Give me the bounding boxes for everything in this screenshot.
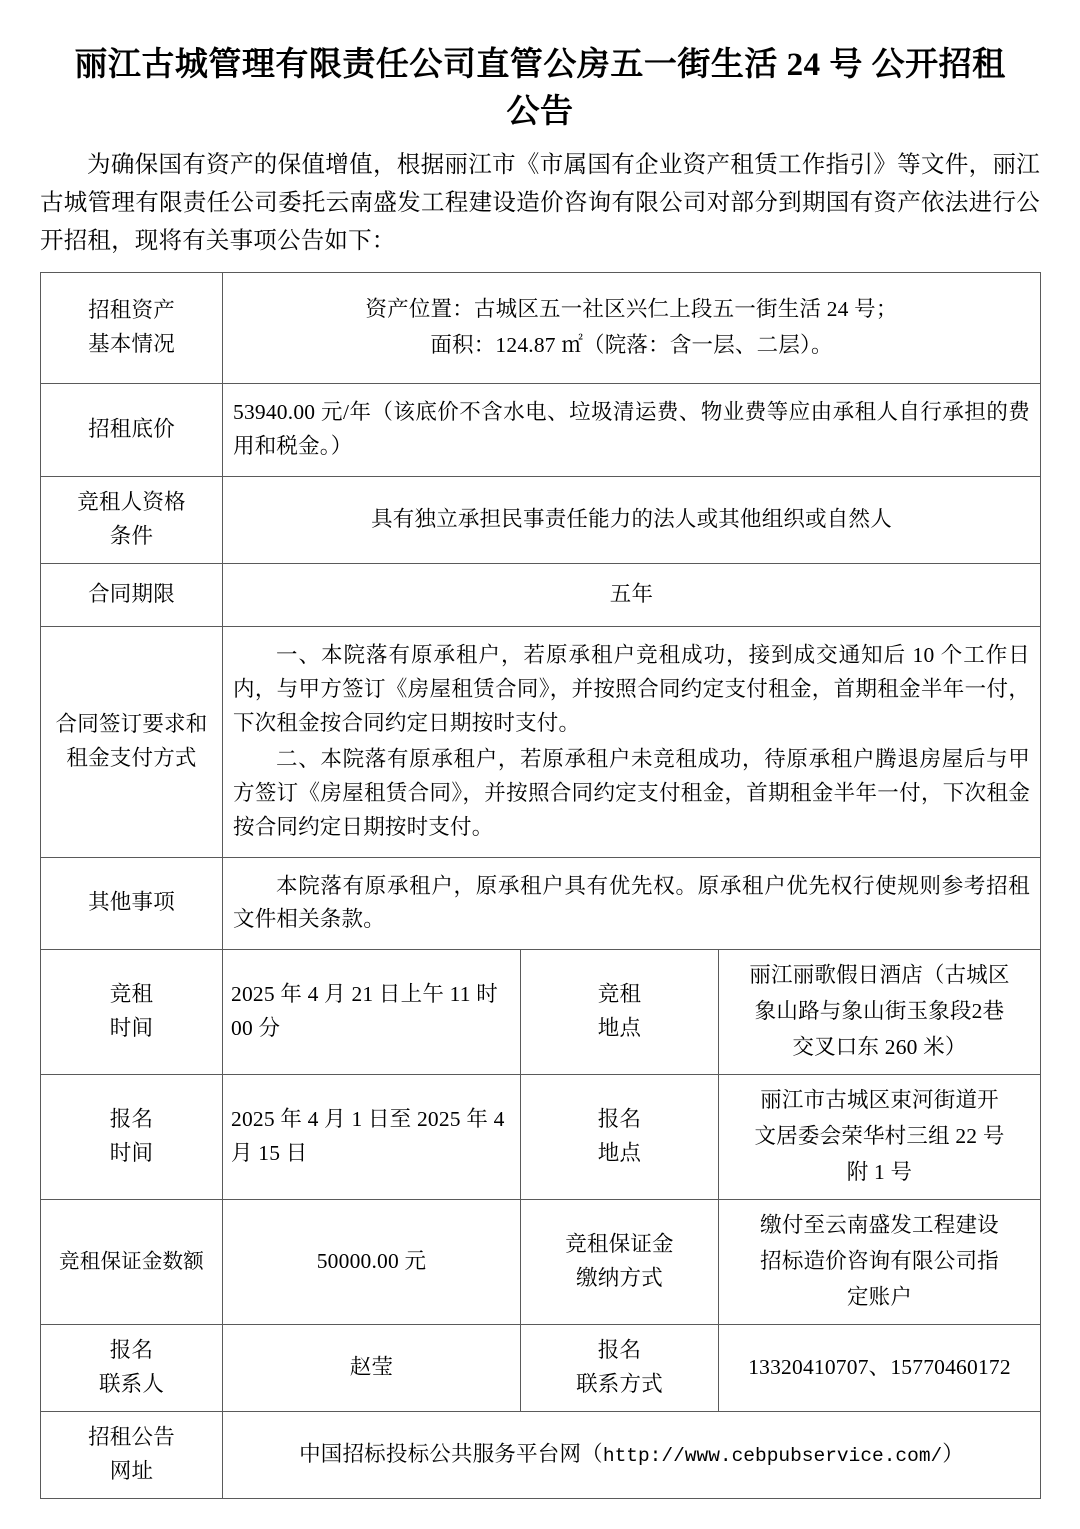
register-place-line-2: 文居委会荣华村三组 22 号 <box>754 1124 1005 1149</box>
label-line-2: 网址 <box>109 1459 154 1484</box>
row-label-other-matters: 其他事项 <box>41 857 223 950</box>
table-row-other-matters <box>41 857 1041 950</box>
page-title-line1: 丽江古城管理有限责任公司直管公房五一街生活 24 号 <box>74 47 863 83</box>
row-value-contract-term: 五年 <box>223 563 1041 626</box>
label-line-2: 地点 <box>597 1016 642 1041</box>
page-title-line2: 公开招租公告 <box>506 47 1006 130</box>
bid-place-line-2: 象山路与象山街玉象段2巷 <box>754 999 1005 1024</box>
row-value-contact-method: 13320410707、15770460172 <box>719 1325 1041 1412</box>
row-value-asset-info <box>223 272 1041 383</box>
table-row-qualification <box>41 476 1041 563</box>
row-label-deposit-method <box>521 1200 719 1325</box>
row-value-deposit-method <box>719 1200 1041 1325</box>
row-label-deposit-amount: 竞租保证金数额 <box>41 1200 223 1325</box>
label-line-1: 合同签订要求和 <box>55 711 208 736</box>
table-row-asset-info <box>41 272 1041 383</box>
row-label-bid-time <box>41 950 223 1075</box>
row-label-asset-info <box>41 272 223 383</box>
register-place-line-3: 附 1 号 <box>846 1160 913 1185</box>
label-line-2: 条件 <box>109 523 154 548</box>
label-line-2: 联系方式 <box>576 1372 663 1397</box>
row-label-bid-place <box>521 950 719 1075</box>
row-label-contract-term: 合同期限 <box>41 563 223 626</box>
label-line-2: 时间 <box>109 1141 154 1166</box>
deposit-method-line-3: 定账户 <box>846 1285 913 1310</box>
row-label-announcement-url <box>41 1412 223 1499</box>
row-value-base-price: 53940.00 元/年（该底价不含水电、垃圾清运费、物业费等应由承租人自行承担的费用和税金。） <box>223 383 1041 476</box>
label-line-2: 联系人 <box>98 1372 165 1397</box>
row-value-register-place <box>719 1075 1041 1200</box>
deposit-method-line-2: 招标造价咨询有限公司指 <box>760 1249 999 1274</box>
deposit-method-line-1: 缴付至云南盛发工程建设 <box>760 1213 999 1238</box>
label-line-1: 报名 <box>109 1107 154 1132</box>
page-title <box>58 42 1022 136</box>
url-suffix-text: ） <box>942 1442 964 1467</box>
table-row-contact <box>41 1325 1041 1412</box>
announcement-table <box>40 272 1041 1499</box>
row-label-base-price: 招租底价 <box>41 383 223 476</box>
table-row-deposit <box>41 1200 1041 1325</box>
row-value-register-time: 2025 年 4 月 1 日至 2025 年 4 月 15 日 <box>223 1075 521 1200</box>
label-line-2: 租金支付方式 <box>66 745 197 770</box>
label-line-2: 时间 <box>109 1016 154 1041</box>
row-label-signing-requirements <box>41 626 223 857</box>
bid-place-line-3: 交叉口东 260 米） <box>792 1035 967 1060</box>
row-value-contact-person: 赵莹 <box>223 1325 521 1412</box>
label-line-1: 招租资产 <box>88 297 175 322</box>
label-line-2: 地点 <box>597 1141 642 1166</box>
row-value-qualification: 具有独立承担民事责任能力的法人或其他组织或自然人 <box>223 476 1041 563</box>
row-value-other-matters: 本院落有原承租户，原承租户具有优先权。原承租户优先权行使规则参考招租文件相关条款。 <box>223 857 1041 950</box>
row-value-bid-time: 2025 年 4 月 21 日上午 11 时 00 分 <box>223 950 521 1075</box>
row-value-signing-requirements <box>223 626 1041 857</box>
table-row-base-price <box>41 383 1041 476</box>
table-row-register-time-place <box>41 1075 1041 1200</box>
signing-paragraph-2: 二、本院落有原承租户，若原承租户未竞租成功，待原承租户腾退房屋后与甲方签订《房屋租赁合同》，并按照合同约定支付租金，首期租金半年一付，下次租金按合同约定日期按时支付。 <box>233 746 1031 839</box>
signing-paragraph-1: 一、本院落有原承租户，若原承租户竞租成功，接到成交通知后 10 个工作日内，与甲方签订《房屋租赁合同》，并按照合同约定支付租金，首期租金半年一付，下次租金按合同约定日期按时支付。 <box>233 642 1031 735</box>
row-label-register-place <box>521 1075 719 1200</box>
label-line-1: 竞租 <box>109 982 154 1007</box>
asset-area: 面积：124.87 ㎡（院落：含一层、二层）。 <box>430 332 833 357</box>
row-value-deposit-amount: 50000.00 元 <box>223 1200 521 1325</box>
table-row-signing-requirements <box>41 626 1041 857</box>
label-line-2: 缴纳方式 <box>576 1266 663 1291</box>
announcement-url-link[interactable]: http://www.cebpubservice.com/ <box>602 1445 943 1468</box>
asset-location: 资产位置：古城区五一社区兴仁上段五一街生活 24 号； <box>365 296 898 321</box>
row-value-bid-place <box>719 950 1041 1075</box>
table-row-contract-term <box>41 563 1041 626</box>
label-line-1: 竞租人资格 <box>77 489 186 514</box>
intro-paragraph: 为确保国有资产的保值增值，根据丽江市《市属国有企业资产租赁工作指引》等文件，丽江古城管理有限责任公司委托云南盛发工程建设造价咨询有限公司对部分到期国有资产依法进行公开招租，现将有关事项公告如下： <box>40 151 1040 254</box>
label-line-1: 报名 <box>597 1338 642 1363</box>
label-line-1: 竞租 <box>597 982 642 1007</box>
label-line-1: 招租公告 <box>88 1425 175 1450</box>
row-value-announcement-url <box>223 1412 1041 1499</box>
bid-place-line-1: 丽江丽歌假日酒店（古城区 <box>749 963 1010 988</box>
label-line-1: 报名 <box>597 1107 642 1132</box>
table-row-announcement-url <box>41 1412 1041 1499</box>
url-prefix-text: 中国招标投标公共服务平台网（ <box>299 1442 603 1467</box>
row-label-register-time <box>41 1075 223 1200</box>
row-label-contact-method <box>521 1325 719 1412</box>
table-row-bid-time-place <box>41 950 1041 1075</box>
label-line-1: 报名 <box>109 1338 154 1363</box>
row-label-qualification <box>41 476 223 563</box>
row-label-contact-person <box>41 1325 223 1412</box>
label-line-1: 竞租保证金 <box>565 1232 674 1257</box>
register-place-line-1: 丽江市古城区束河街道开 <box>760 1088 999 1113</box>
label-line-2: 基本情况 <box>88 331 175 356</box>
